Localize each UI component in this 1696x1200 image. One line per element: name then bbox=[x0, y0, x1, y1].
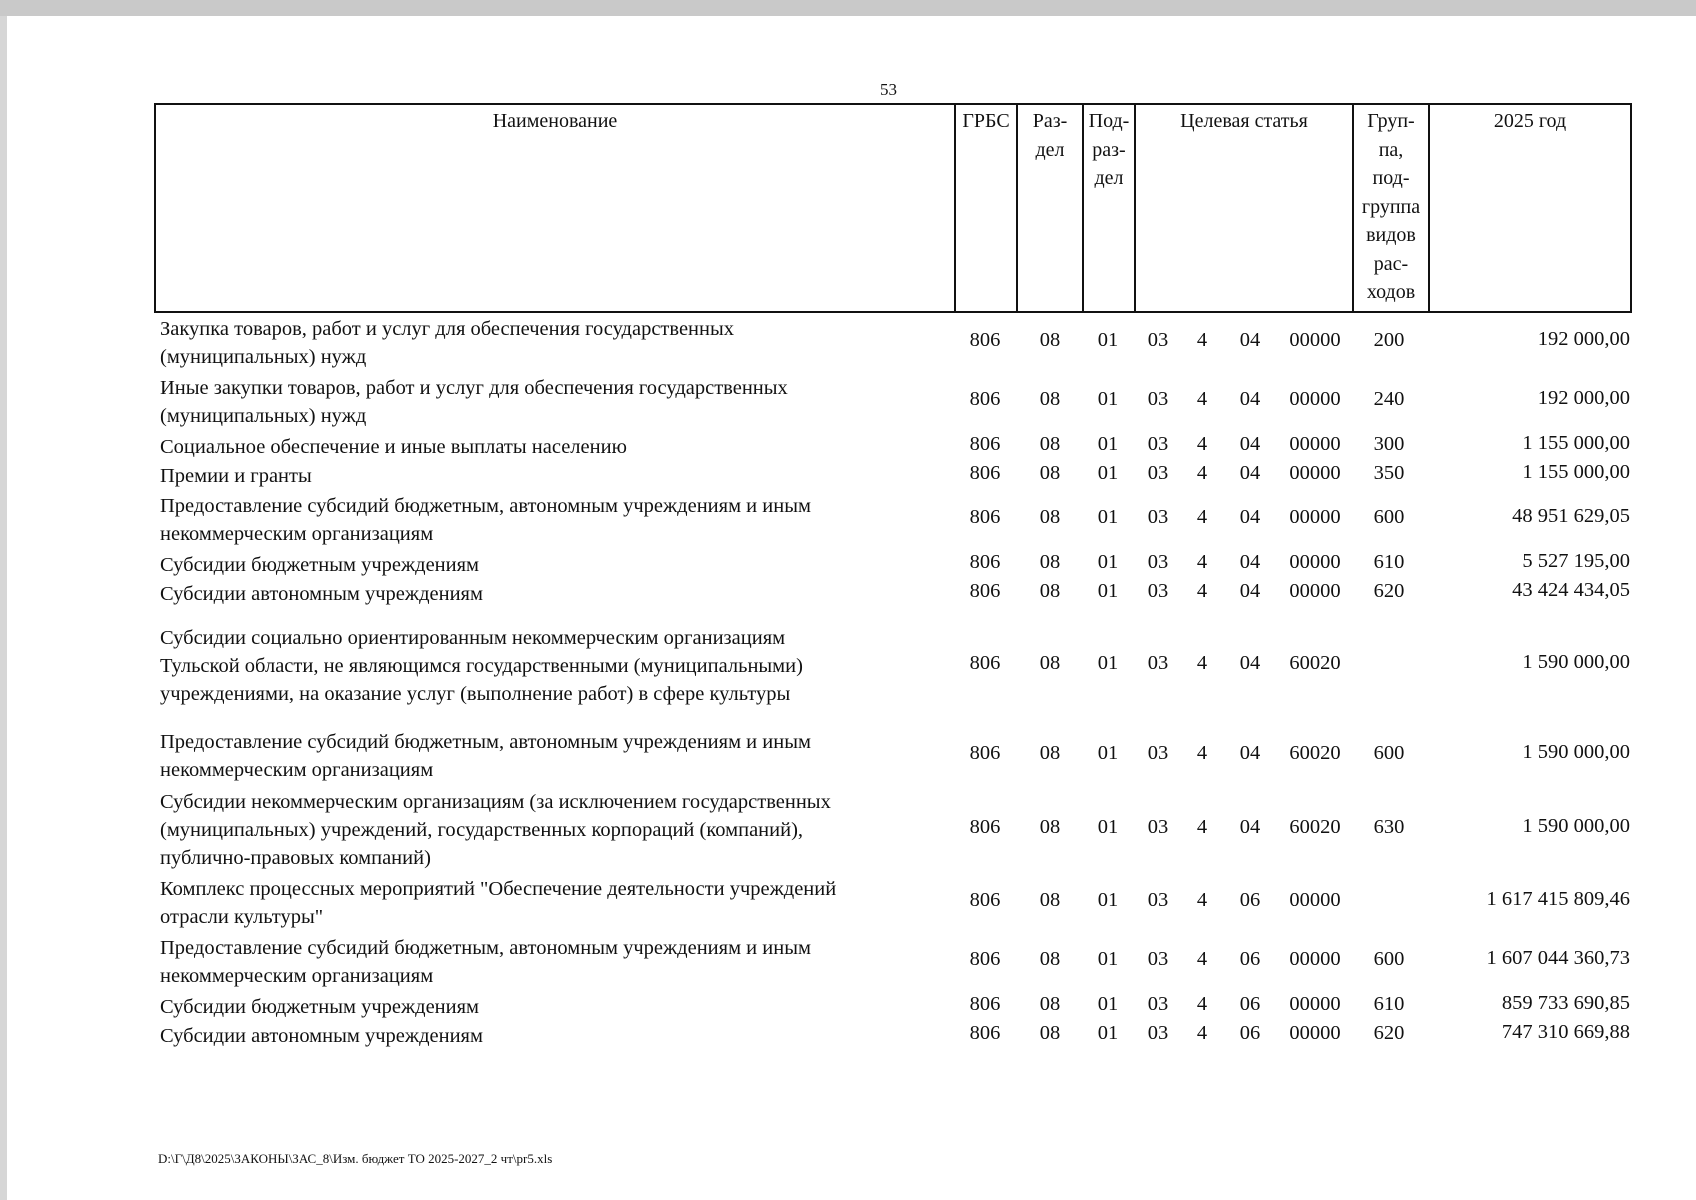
cell-name bbox=[160, 875, 955, 931]
cell-amount: 1 617 415 809,46 bbox=[1486, 888, 1630, 910]
cell-podrazdel: 01 bbox=[1097, 388, 1119, 410]
cell-celevaya-3: 06 bbox=[1239, 993, 1261, 1015]
cell-celevaya-4: 00000 bbox=[1289, 948, 1341, 970]
cell-vid-rashodov: 630 bbox=[1373, 816, 1405, 838]
header-celevaya-statya: Целевая статья bbox=[1180, 110, 1308, 132]
cell-name bbox=[160, 433, 955, 461]
cell-name-line: некоммерческим организациям bbox=[160, 523, 434, 545]
cell-celevaya-1: 03 bbox=[1147, 433, 1169, 455]
table-row bbox=[0, 786, 1696, 873]
cell-celevaya-3: 04 bbox=[1239, 433, 1261, 455]
cell-celevaya-1: 03 bbox=[1147, 580, 1169, 602]
cell-amount: 1 590 000,00 bbox=[1522, 651, 1630, 673]
cell-celevaya-2: 4 bbox=[1196, 551, 1208, 573]
cell-name-line: Иные закупки товаров, работ и услуг для обеспечения государственных bbox=[160, 377, 788, 399]
cell-vid-rashodov: 350 bbox=[1373, 462, 1405, 484]
cell-podrazdel: 01 bbox=[1097, 816, 1119, 838]
cell-vid-rashodov: 610 bbox=[1373, 993, 1405, 1015]
cell-vid-rashodov: 240 bbox=[1373, 388, 1405, 410]
cell-name-line: Субсидии некоммерческим организациям (за исключением государственных bbox=[160, 791, 831, 813]
cell-name-line: Закупка товаров, работ и услуг для обеспечения государственных bbox=[160, 318, 735, 340]
table-row bbox=[0, 432, 1696, 461]
cell-grbs: 806 bbox=[969, 551, 1001, 573]
cell-celevaya-3: 06 bbox=[1239, 1022, 1261, 1044]
cell-celevaya-3: 06 bbox=[1239, 948, 1261, 970]
cell-celevaya-4: 00000 bbox=[1289, 433, 1341, 455]
cell-name-line: Комплекс процессных мероприятий "Обеспечение деятельности учреждений bbox=[160, 878, 837, 900]
table-row bbox=[0, 933, 1696, 991]
cell-name bbox=[160, 580, 955, 608]
cell-celevaya-4: 00000 bbox=[1289, 329, 1341, 351]
cell-name bbox=[160, 1022, 955, 1050]
cell-celevaya-4: 60020 bbox=[1289, 816, 1341, 838]
cell-razdel: 08 bbox=[1039, 462, 1061, 484]
cell-name-line: Субсидии автономным учреждениям bbox=[160, 583, 483, 605]
cell-razdel: 08 bbox=[1039, 506, 1061, 528]
header-grbs: ГРБС bbox=[962, 110, 1010, 132]
cell-celevaya-2: 4 bbox=[1196, 1022, 1208, 1044]
cell-vid-rashodov: 620 bbox=[1373, 580, 1405, 602]
cell-name bbox=[160, 551, 955, 579]
cell-celevaya-1: 03 bbox=[1147, 1022, 1169, 1044]
cell-celevaya-1: 03 bbox=[1147, 652, 1169, 674]
cell-celevaya-1: 03 bbox=[1147, 948, 1169, 970]
cell-celevaya-1: 03 bbox=[1147, 993, 1169, 1015]
cell-name-line: учреждениями, на оказание услуг (выполнение работ) в сфере культуры bbox=[160, 683, 791, 705]
cell-name-line: Премии и гранты bbox=[160, 465, 312, 487]
table-row bbox=[0, 1021, 1696, 1050]
cell-name-line: Предоставление субсидий бюджетным, автономным учреждениям и иным bbox=[160, 495, 811, 517]
cell-celevaya-1: 03 bbox=[1147, 388, 1169, 410]
cell-name-line: отрасли культуры" bbox=[160, 906, 324, 928]
cell-celevaya-3: 04 bbox=[1239, 580, 1261, 602]
cell-razdel: 08 bbox=[1039, 652, 1061, 674]
cell-podrazdel: 01 bbox=[1097, 742, 1119, 764]
cell-razdel: 08 bbox=[1039, 433, 1061, 455]
cell-vid-rashodov: 600 bbox=[1373, 948, 1405, 970]
table-row bbox=[0, 992, 1696, 1021]
cell-celevaya-3: 04 bbox=[1239, 388, 1261, 410]
cell-celevaya-2: 4 bbox=[1196, 388, 1208, 410]
cell-name bbox=[160, 993, 955, 1021]
table-row bbox=[0, 550, 1696, 579]
cell-name-line: Субсидии бюджетным учреждениям bbox=[160, 996, 480, 1018]
footer-file-path: D:\Г\Д8\2025\ЗАКОНЫ\ЗАС_8\Изм. бюджет ТО 2025-2027_2 чт\pr5.xls bbox=[158, 1151, 553, 1166]
cell-name-line: Субсидии социально ориентированным некоммерческим организациям bbox=[160, 627, 786, 649]
cell-amount: 1 590 000,00 bbox=[1522, 741, 1630, 763]
cell-name-line: Предоставление субсидий бюджетным, автономным учреждениям и иным bbox=[160, 731, 811, 753]
cell-celevaya-1: 03 bbox=[1147, 506, 1169, 528]
cell-celevaya-3: 04 bbox=[1239, 506, 1261, 528]
cell-grbs: 806 bbox=[969, 1022, 1001, 1044]
cell-vid-rashodov: 620 bbox=[1373, 1022, 1405, 1044]
cell-celevaya-4: 60020 bbox=[1289, 652, 1341, 674]
cell-name-line: Предоставление субсидий бюджетным, автономным учреждениям и иным bbox=[160, 937, 811, 959]
table-row bbox=[0, 373, 1696, 431]
cell-amount: 48 951 629,05 bbox=[1512, 505, 1630, 527]
cell-razdel: 08 bbox=[1039, 993, 1061, 1015]
cell-vid-rashodov: 600 bbox=[1373, 742, 1405, 764]
cell-grbs: 806 bbox=[969, 993, 1001, 1015]
cell-name bbox=[160, 728, 955, 784]
cell-podrazdel: 01 bbox=[1097, 993, 1119, 1015]
cell-podrazdel: 01 bbox=[1097, 506, 1119, 528]
cell-celevaya-2: 4 bbox=[1196, 889, 1208, 911]
cell-grbs: 806 bbox=[969, 889, 1001, 911]
table-row bbox=[0, 491, 1696, 549]
table-row bbox=[0, 579, 1696, 608]
cell-celevaya-3: 04 bbox=[1239, 462, 1261, 484]
cell-razdel: 08 bbox=[1039, 388, 1061, 410]
header-year: 2025 год bbox=[1493, 110, 1567, 132]
cell-razdel: 08 bbox=[1039, 551, 1061, 573]
cell-name bbox=[160, 462, 955, 490]
cell-celevaya-3: 04 bbox=[1239, 652, 1261, 674]
cell-podrazdel: 01 bbox=[1097, 462, 1119, 484]
table-row bbox=[0, 727, 1696, 785]
cell-name-line: публично-правовых компаний) bbox=[160, 847, 431, 869]
cell-razdel: 08 bbox=[1039, 948, 1061, 970]
cell-celevaya-1: 03 bbox=[1147, 551, 1169, 573]
cell-celevaya-4: 00000 bbox=[1289, 993, 1341, 1015]
table-row bbox=[0, 622, 1696, 710]
cell-celevaya-3: 04 bbox=[1239, 816, 1261, 838]
cell-grbs: 806 bbox=[969, 580, 1001, 602]
table-row bbox=[0, 461, 1696, 490]
cell-celevaya-4: 00000 bbox=[1289, 551, 1341, 573]
cell-name-line: Субсидии бюджетным учреждениям bbox=[160, 554, 480, 576]
header-gruppa-vidov-rashodov: Груп- па, под- группа видов рас- ходов bbox=[1361, 110, 1421, 303]
cell-celevaya-4: 00000 bbox=[1289, 462, 1341, 484]
cell-podrazdel: 01 bbox=[1097, 948, 1119, 970]
cell-celevaya-4: 00000 bbox=[1289, 580, 1341, 602]
cell-celevaya-4: 00000 bbox=[1289, 1022, 1341, 1044]
table-row bbox=[0, 314, 1696, 372]
cell-grbs: 806 bbox=[969, 329, 1001, 351]
cell-amount: 43 424 434,05 bbox=[1512, 579, 1630, 601]
cell-name-line: Тульской области, не являющимся государственными (муниципальными) bbox=[160, 655, 803, 677]
cell-amount: 1 590 000,00 bbox=[1522, 815, 1630, 837]
cell-vid-rashodov: 200 bbox=[1373, 329, 1405, 351]
cell-podrazdel: 01 bbox=[1097, 551, 1119, 573]
cell-celevaya-3: 06 bbox=[1239, 889, 1261, 911]
cell-celevaya-2: 4 bbox=[1196, 816, 1208, 838]
cell-name-line: (муниципальных) нужд bbox=[160, 405, 367, 427]
cell-celevaya-2: 4 bbox=[1196, 462, 1208, 484]
cell-razdel: 08 bbox=[1039, 329, 1061, 351]
cell-name bbox=[160, 374, 955, 430]
cell-amount: 192 000,00 bbox=[1537, 387, 1630, 409]
cell-celevaya-1: 03 bbox=[1147, 742, 1169, 764]
cell-amount: 1 155 000,00 bbox=[1522, 461, 1630, 483]
cell-name-line: Социальное обеспечение и иные выплаты населению bbox=[160, 436, 627, 458]
cell-celevaya-1: 03 bbox=[1147, 816, 1169, 838]
cell-celevaya-2: 4 bbox=[1196, 433, 1208, 455]
header-razdel: Раз- дел bbox=[1032, 110, 1068, 161]
cell-celevaya-3: 04 bbox=[1239, 329, 1261, 351]
cell-celevaya-2: 4 bbox=[1196, 652, 1208, 674]
cell-celevaya-2: 4 bbox=[1196, 329, 1208, 351]
cell-grbs: 806 bbox=[969, 742, 1001, 764]
cell-grbs: 806 bbox=[969, 388, 1001, 410]
cell-name-line: Субсидии автономным учреждениям bbox=[160, 1025, 483, 1047]
cell-podrazdel: 01 bbox=[1097, 580, 1119, 602]
cell-amount: 747 310 669,88 bbox=[1501, 1021, 1630, 1043]
cell-celevaya-2: 4 bbox=[1196, 580, 1208, 602]
cell-razdel: 08 bbox=[1039, 816, 1061, 838]
cell-grbs: 806 bbox=[969, 433, 1001, 455]
cell-grbs: 806 bbox=[969, 948, 1001, 970]
cell-name-line: некоммерческим организациям bbox=[160, 965, 434, 987]
cell-celevaya-1: 03 bbox=[1147, 889, 1169, 911]
header-name: Наименование bbox=[492, 110, 618, 132]
cell-razdel: 08 bbox=[1039, 742, 1061, 764]
cell-grbs: 806 bbox=[969, 816, 1001, 838]
cell-celevaya-3: 04 bbox=[1239, 742, 1261, 764]
cell-amount: 1 607 044 360,73 bbox=[1486, 947, 1630, 969]
cell-name-line: некоммерческим организациям bbox=[160, 759, 434, 781]
cell-podrazdel: 01 bbox=[1097, 329, 1119, 351]
cell-name bbox=[160, 934, 955, 990]
cell-celevaya-3: 04 bbox=[1239, 551, 1261, 573]
cell-celevaya-1: 03 bbox=[1147, 462, 1169, 484]
header-podrazdel: Под- раз- дел bbox=[1088, 110, 1130, 189]
cell-vid-rashodov: 300 bbox=[1373, 433, 1405, 455]
cell-vid-rashodov: 610 bbox=[1373, 551, 1405, 573]
page-number: 53 bbox=[880, 80, 897, 99]
cell-podrazdel: 01 bbox=[1097, 889, 1119, 911]
cell-amount: 192 000,00 bbox=[1537, 328, 1630, 350]
cell-celevaya-4: 00000 bbox=[1289, 506, 1341, 528]
cell-celevaya-2: 4 bbox=[1196, 993, 1208, 1015]
cell-celevaya-4: 00000 bbox=[1289, 388, 1341, 410]
cell-grbs: 806 bbox=[969, 652, 1001, 674]
cell-name-line: (муниципальных) нужд bbox=[160, 346, 367, 368]
cell-podrazdel: 01 bbox=[1097, 652, 1119, 674]
cell-name-line: (муниципальных) учреждений, государственных корпораций (компаний), bbox=[160, 819, 804, 841]
cell-amount: 1 155 000,00 bbox=[1522, 432, 1630, 454]
cell-podrazdel: 01 bbox=[1097, 433, 1119, 455]
cell-celevaya-4: 00000 bbox=[1289, 889, 1341, 911]
cell-celevaya-1: 03 bbox=[1147, 329, 1169, 351]
cell-celevaya-2: 4 bbox=[1196, 742, 1208, 764]
cell-name bbox=[160, 492, 955, 548]
cell-name bbox=[160, 788, 955, 872]
table-row bbox=[0, 874, 1696, 932]
cell-name bbox=[160, 624, 955, 708]
cell-vid-rashodov: 600 bbox=[1373, 506, 1405, 528]
cell-grbs: 806 bbox=[969, 506, 1001, 528]
cell-razdel: 08 bbox=[1039, 889, 1061, 911]
cell-grbs: 806 bbox=[969, 462, 1001, 484]
cell-razdel: 08 bbox=[1039, 1022, 1061, 1044]
cell-celevaya-2: 4 bbox=[1196, 506, 1208, 528]
cell-amount: 5 527 195,00 bbox=[1522, 550, 1630, 572]
cell-podrazdel: 01 bbox=[1097, 1022, 1119, 1044]
cell-celevaya-4: 60020 bbox=[1289, 742, 1341, 764]
cell-name bbox=[160, 315, 955, 371]
cell-celevaya-2: 4 bbox=[1196, 948, 1208, 970]
cell-amount: 859 733 690,85 bbox=[1501, 992, 1630, 1014]
cell-razdel: 08 bbox=[1039, 580, 1061, 602]
